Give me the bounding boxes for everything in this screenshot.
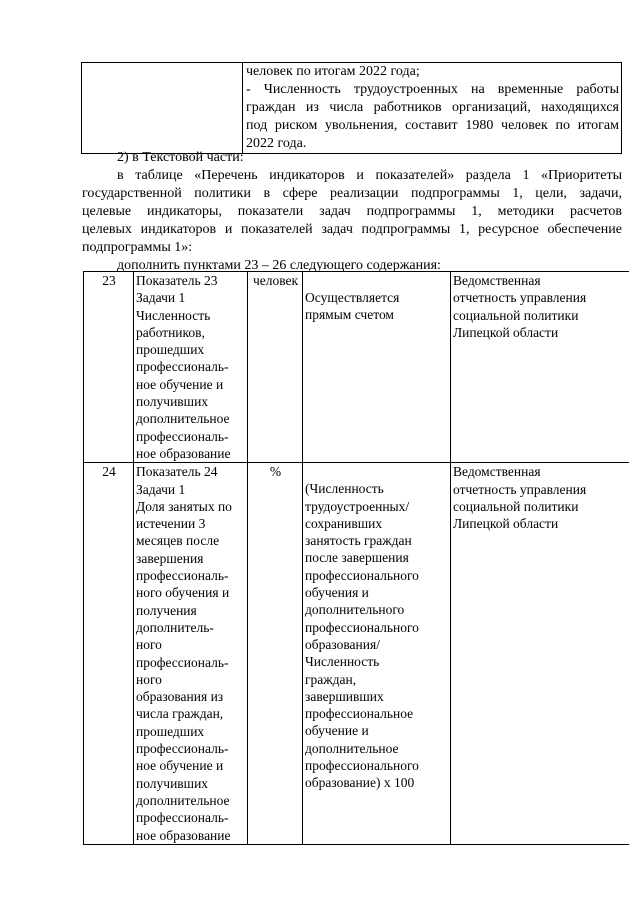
continuation-left-cell bbox=[82, 63, 243, 154]
indicator-method-line: дополнительного bbox=[305, 602, 405, 618]
indicator-unit: % bbox=[248, 463, 303, 845]
indicator-method-cell bbox=[303, 463, 451, 845]
indicator-source-line: Липецкой области bbox=[453, 516, 559, 532]
indicator-name-line: ное образование bbox=[136, 827, 231, 843]
instruction-line: целевых индикаторов и показателей задач подпрограммы 1, ресурсное обеспечение bbox=[82, 222, 622, 237]
indicator-name-line: завершения bbox=[136, 550, 204, 566]
indicator-source-line: отчетность управления bbox=[453, 481, 587, 497]
indicator-method-line: прямым счетом bbox=[305, 307, 394, 323]
indicator-name-line: числа граждан, bbox=[136, 706, 224, 722]
indicator-name-line: Задачи 1 bbox=[136, 290, 186, 306]
continuation-right-cell bbox=[243, 63, 622, 154]
indicator-name-line: профессиональ- bbox=[136, 359, 229, 375]
indicator-method-line: обучение и bbox=[305, 723, 369, 739]
indicator-name-cell bbox=[134, 463, 248, 845]
indicator-source-line: социальной политики bbox=[453, 307, 579, 323]
indicator-method-line: образование) х 100 bbox=[305, 775, 415, 791]
indicator-method-line: профессионального bbox=[305, 619, 419, 635]
indicator-name-line: дополнительное bbox=[136, 792, 230, 808]
indicator-name-cell bbox=[134, 272, 248, 463]
indicator-method-line: сохранивших bbox=[305, 515, 383, 531]
continuation-line: под риском увольнения, составит 1980 человек по итогам bbox=[246, 118, 619, 133]
indicator-name-line: получивших bbox=[136, 775, 209, 791]
indicator-name-line: профессиональ- bbox=[136, 810, 229, 826]
indicator-method-line: занятость граждан bbox=[305, 533, 412, 549]
indicator-method-line: (Численность bbox=[305, 481, 384, 497]
indicator-unit: человек bbox=[248, 272, 303, 463]
table-row bbox=[84, 272, 630, 463]
add-items-text: дополнить пунктами 23 – 26 следующего содержания: bbox=[117, 258, 441, 273]
indicator-name-line: профессиональ- bbox=[136, 741, 229, 757]
section-item-2-text: 2) в Текстовой части: bbox=[117, 150, 244, 165]
indicator-source-cell bbox=[451, 463, 630, 845]
indicator-name-line: получения bbox=[136, 602, 197, 618]
indicator-source-line: Липецкой области bbox=[453, 324, 559, 340]
indicator-method-line: образования/ bbox=[305, 636, 380, 652]
indicator-source-line: отчетность управления bbox=[453, 290, 587, 306]
indicator-name-line: работников, bbox=[136, 324, 205, 340]
instruction-line: подпрограммы 1»: bbox=[82, 240, 193, 255]
indicator-source-cell bbox=[451, 272, 630, 463]
instruction-paragraph bbox=[82, 167, 622, 257]
indicator-method-line: завершивших bbox=[305, 688, 384, 704]
indicator-method-line: профессиональное bbox=[305, 706, 414, 722]
indicator-name-line: ного bbox=[136, 671, 162, 687]
section-item-2 bbox=[82, 149, 622, 167]
instruction-line: в таблице «Перечень индикаторов и показателей» раздела 1 «Приоритеты bbox=[117, 168, 622, 183]
indicator-source-line: Ведомственная bbox=[453, 273, 541, 288]
indicator-name-line: профессиональ- bbox=[136, 654, 229, 670]
indicator-name-line: ное обучение и bbox=[136, 758, 224, 774]
indicator-name-line: дополнитель- bbox=[136, 619, 214, 635]
indicator-method-cell bbox=[303, 272, 451, 463]
indicator-name-line: образования из bbox=[136, 689, 224, 705]
instruction-line: целевые индикаторы, показатели задач подпрограммы 1, методики расчетов bbox=[82, 204, 622, 219]
indicator-method-line: после завершения bbox=[305, 550, 409, 566]
continuation-table bbox=[81, 62, 622, 154]
indicator-name-line: месяцев после bbox=[136, 533, 220, 549]
indicator-name-line: получивших bbox=[136, 394, 209, 410]
indicator-number: 23 bbox=[84, 272, 134, 463]
indicator-name-line: ное обучение и bbox=[136, 376, 224, 392]
continuation-line: человек по итогам 2022 года; bbox=[246, 64, 420, 79]
continuation-line: 2022 года. bbox=[246, 136, 307, 151]
indicator-name-line: ного обучения и bbox=[136, 585, 230, 601]
indicator-method-line: Осуществляется bbox=[305, 290, 400, 305]
indicator-method-line: граждан, bbox=[305, 671, 357, 687]
indicator-name-line: Доля занятых по bbox=[136, 498, 232, 514]
indicator-name-line: ного bbox=[136, 637, 162, 653]
indicator-name-line: дополнительное bbox=[136, 411, 230, 427]
indicator-name-line: профессиональ- bbox=[136, 568, 229, 584]
indicator-name-line: прошедших bbox=[136, 723, 205, 739]
indicator-source-line: Ведомственная bbox=[453, 464, 541, 480]
indicator-method-line: трудоустроенных/ bbox=[305, 498, 410, 514]
indicator-name-line: прошедших bbox=[136, 342, 205, 358]
indicator-method-line: обучения и bbox=[305, 585, 369, 601]
indicator-method-line: профессионального bbox=[305, 758, 419, 774]
indicator-name-line: Численность bbox=[136, 307, 211, 323]
continuation-line: граждан из числа работников организаций, находящихся bbox=[246, 100, 619, 115]
indicator-name-line: профессиональ- bbox=[136, 428, 229, 444]
table-row bbox=[84, 463, 630, 845]
indicator-method-line: Численность bbox=[305, 654, 380, 670]
indicator-name-line: Показатель 23 bbox=[136, 273, 218, 288]
indicators-table bbox=[83, 271, 629, 845]
indicator-name-line: ное образование bbox=[136, 445, 231, 461]
indicator-name-line: истечении 3 bbox=[136, 516, 206, 532]
indicator-method-line: профессионального bbox=[305, 567, 419, 583]
indicator-source-line: социальной политики bbox=[453, 498, 579, 514]
indicator-number: 24 bbox=[84, 463, 134, 845]
indicator-method-line: дополнительное bbox=[305, 740, 399, 756]
indicator-name-line: Задачи 1 bbox=[136, 481, 186, 497]
indicator-name-line: Показатель 24 bbox=[136, 464, 218, 480]
continuation-line: - Численность трудоустроенных на временные работы bbox=[246, 82, 619, 97]
instruction-line: государственной политики в сфере реализации подпрограммы 1, цели, задачи, bbox=[82, 186, 622, 201]
